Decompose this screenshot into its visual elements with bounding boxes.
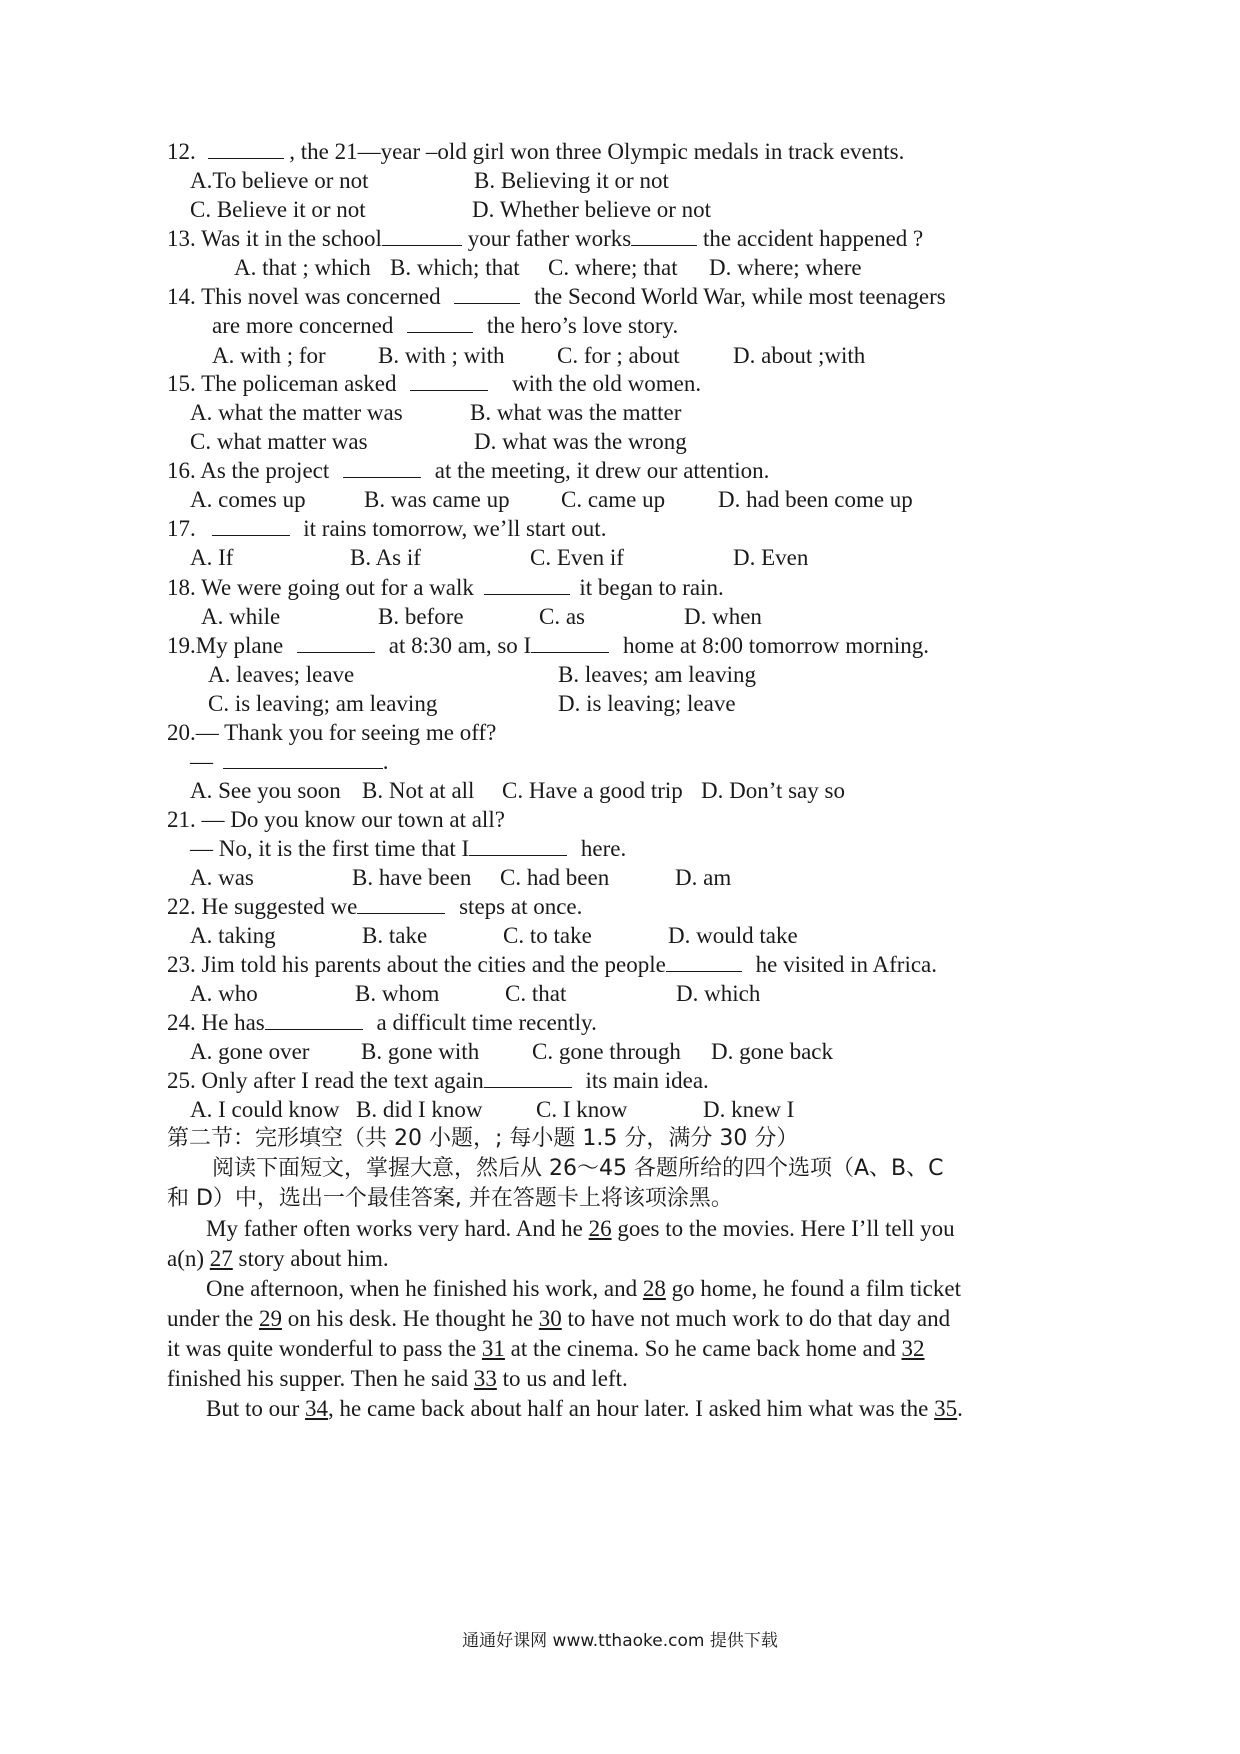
option-a: A. while <box>201 604 281 629</box>
question-number: 17. <box>167 516 196 541</box>
question-number: 24. <box>167 1010 196 1035</box>
option-d: D. Don’t say so <box>701 778 845 803</box>
question-number: 18. <box>167 575 196 600</box>
cloze-blank-27: 27 <box>209 1246 233 1271</box>
question-number: 20. <box>167 720 196 745</box>
question-stem: he visited in Africa. <box>755 952 938 977</box>
option-d: D. what was the wrong <box>474 429 687 454</box>
question-19 <box>167 632 929 660</box>
answer-blank <box>223 750 383 769</box>
option-c: C. as <box>539 604 585 629</box>
question-number: 15. <box>167 371 196 396</box>
question-stem: with the old women. <box>512 371 702 396</box>
question-stem: My plane <box>195 633 284 658</box>
option-a: A. comes up <box>190 487 306 512</box>
question-16 <box>167 457 769 485</box>
question-stem: it rains tomorrow, we’ll start out. <box>303 516 607 541</box>
question-stem: the hero’s love story. <box>486 313 679 338</box>
question-number: 13. <box>167 226 196 251</box>
passage-text: a(n) <box>167 1246 210 1271</box>
answer-blank <box>407 314 473 333</box>
cloze-blank-33: 33 <box>473 1366 497 1391</box>
question-number: 23. <box>167 952 196 977</box>
question-15 <box>167 370 701 398</box>
passage-text: goes to the movies. Here I’ll tell you <box>611 1216 955 1241</box>
option-d: D. about ;with <box>733 343 866 368</box>
passage-text: to us and left. <box>496 1366 628 1391</box>
option-a: A. who <box>190 981 258 1006</box>
passage-line <box>167 1245 389 1273</box>
option-b: B. what was the matter <box>470 400 682 425</box>
question-21-reply <box>190 835 626 863</box>
option-b: B. As if <box>350 545 421 570</box>
option-a: A. was <box>190 865 254 890</box>
passage-text: it was quite wonderful to pass the <box>167 1336 482 1361</box>
question-stem: a difficult time recently. <box>376 1010 597 1035</box>
question-stem: home at 8:00 tomorrow morning. <box>622 633 929 658</box>
option-d: D. would take <box>668 923 798 948</box>
option-c: C. I know <box>536 1097 628 1122</box>
option-d: D. am <box>675 865 732 890</box>
passage-text: , he came back about half an hour later. I asked him what was the <box>328 1396 935 1421</box>
passage-text: My father often works very hard. And he <box>206 1216 589 1241</box>
question-23 <box>167 951 937 979</box>
question-stem: the Second World War, while most teenagers <box>534 284 946 309</box>
answer-blank <box>212 517 290 536</box>
question-22 <box>167 893 582 921</box>
option-c: C. where; that <box>548 255 678 280</box>
answer-blank <box>484 576 570 595</box>
option-b: B. leaves; am leaving <box>558 662 756 687</box>
option-d: D. Even <box>733 545 809 570</box>
passage-text: at the cinema. So he came back home and <box>504 1336 902 1361</box>
option-c: C. for ; about <box>557 343 680 368</box>
cloze-blank-30: 30 <box>538 1306 562 1331</box>
option-d: D. gone back <box>711 1039 833 1064</box>
answer-blank <box>343 459 421 478</box>
question-stem: — Thank you for seeing me off? <box>195 720 497 745</box>
option-c: C. Have a good trip <box>502 778 683 803</box>
question-stem: steps at once. <box>459 894 583 919</box>
option-d: D. Whether believe or not <box>472 197 712 222</box>
answer-blank <box>666 953 742 972</box>
passage-line <box>206 1275 961 1303</box>
section-instructions: 阅读下面短文，掌握大意，然后从 26～45 各题所给的四个选项（A、B、C <box>212 1156 944 1181</box>
option-b: B. which; that <box>390 255 520 280</box>
cloze-blank-28: 28 <box>642 1276 666 1301</box>
option-b: B. before <box>378 604 464 629</box>
question-stem: As the project <box>200 458 330 483</box>
question-14 <box>167 283 946 311</box>
option-a: A.To believe or not <box>190 168 369 193</box>
question-stem: We were going out for a walk <box>201 575 474 600</box>
passage-text: under the <box>167 1306 259 1331</box>
option-b: B. take <box>362 923 428 948</box>
question-stem: the accident happened ? <box>702 226 924 251</box>
option-a: A. I could know <box>190 1097 340 1122</box>
answer-blank <box>382 227 462 246</box>
question-stem: — No, it is the first time that I <box>190 836 470 861</box>
cloze-blank-26: 26 <box>588 1216 612 1241</box>
question-12 <box>167 138 904 166</box>
passage-text: to have not much work to do that day and <box>561 1306 951 1331</box>
question-stem: He has <box>201 1010 265 1035</box>
passage-line <box>206 1215 955 1243</box>
cloze-blank-35: 35 <box>934 1396 958 1421</box>
question-stem: The policeman asked <box>201 371 397 396</box>
option-d: D. had been come up <box>718 487 913 512</box>
option-c: C. gone through <box>532 1039 681 1064</box>
cloze-blank-29: 29 <box>258 1306 282 1331</box>
option-c: C. had been <box>500 865 610 890</box>
answer-blank <box>484 1069 572 1088</box>
passage-line <box>167 1365 628 1393</box>
option-a: A. taking <box>190 923 276 948</box>
question-stem: This novel was concerned <box>201 284 441 309</box>
option-a: A. leaves; leave <box>208 662 355 687</box>
option-b: B. was came up <box>364 487 510 512</box>
option-c: C. Even if <box>530 545 624 570</box>
question-21 <box>167 806 505 834</box>
question-number: 25. <box>167 1068 196 1093</box>
question-stem: at the meeting, it drew our attention. <box>434 458 770 483</box>
passage-text: go home, he found a film ticket <box>665 1276 961 1301</box>
question-number: 19. <box>167 633 196 658</box>
page-footer: 通通好课网 www.tthaoke.com 提供下载 <box>462 1631 778 1651</box>
option-a: A. with ; for <box>212 343 326 368</box>
question-stem: your father works <box>467 226 632 251</box>
option-b: B. Not at all <box>362 778 475 803</box>
question-18 <box>167 574 724 602</box>
question-stem: — <box>190 749 213 774</box>
question-number: 14. <box>167 284 196 309</box>
question-number: 16. <box>167 458 196 483</box>
option-c: C. what matter was <box>190 429 368 454</box>
passage-line <box>167 1335 925 1363</box>
cloze-blank-31: 31 <box>481 1336 505 1361</box>
question-stem: Jim told his parents about the cities and the people <box>201 952 666 977</box>
option-d: D. is leaving; leave <box>558 691 736 716</box>
passage-text: One afternoon, when he finished his work, and <box>206 1276 643 1301</box>
option-a: A. If <box>190 545 234 570</box>
option-b: B. gone with <box>361 1039 480 1064</box>
question-stem: Was it in the school <box>201 226 382 251</box>
question-number: 12. <box>167 139 196 164</box>
question-stem: are more concerned <box>212 313 394 338</box>
option-c: C. Believe it or not <box>190 197 366 222</box>
question-stem: He suggested we <box>201 894 358 919</box>
answer-blank <box>208 140 284 159</box>
answer-blank <box>631 227 697 246</box>
section-instructions-cont: 和 D）中，选出一个最佳答案, 并在答题卡上将该项涂黑。 <box>167 1186 733 1211</box>
answer-blank <box>454 285 520 304</box>
question-stem: at 8:30 am, so I <box>388 633 532 658</box>
question-20-reply: — . <box>190 749 389 774</box>
option-a: A. See you soon <box>190 778 341 803</box>
option-b: B. with ; with <box>378 343 505 368</box>
cloze-blank-32: 32 <box>901 1336 925 1361</box>
question-20 <box>167 719 496 747</box>
question-stem: , the 21—year –old girl won three Olympic medals in track events. <box>289 139 905 164</box>
option-a: A. that ; which <box>234 255 371 280</box>
passage-line <box>206 1395 963 1423</box>
passage-text: story about him. <box>232 1246 389 1271</box>
option-c: C. to take <box>503 923 592 948</box>
question-stem: it began to rain. <box>579 575 724 600</box>
cloze-blank-34: 34 <box>305 1396 329 1421</box>
option-b: B. did I know <box>356 1097 483 1122</box>
question-stem: Only after I read the text again <box>201 1068 484 1093</box>
option-d: D. knew I <box>703 1097 795 1122</box>
section-heading: 第二节：完形填空（共 20 小题，; 每小题 1.5 分，满分 30 分） <box>167 1126 799 1151</box>
option-b: B. Believing it or not <box>474 168 669 193</box>
question-stem: its main idea. <box>585 1068 709 1093</box>
option-d: D. where; where <box>709 255 862 280</box>
option-a: A. gone over <box>190 1039 310 1064</box>
answer-blank <box>357 895 445 914</box>
answer-blank <box>297 634 375 653</box>
passage-text: . <box>957 1396 963 1421</box>
option-d: D. which <box>676 981 761 1006</box>
question-24 <box>167 1009 597 1037</box>
option-c: C. came up <box>561 487 666 512</box>
question-25 <box>167 1067 709 1095</box>
passage-text: But to our <box>206 1396 306 1421</box>
option-a: A. what the matter was <box>190 400 403 425</box>
answer-blank <box>265 1011 363 1030</box>
answer-blank <box>410 372 488 391</box>
option-c: C. is leaving; am leaving <box>208 691 438 716</box>
question-stem: — Do you know our town at all? <box>195 807 505 832</box>
question-13 <box>167 225 923 253</box>
question-stem: here. <box>580 836 627 861</box>
question-number: 22. <box>167 894 196 919</box>
question-number: 21. <box>167 807 196 832</box>
option-b: B. have been <box>352 865 472 890</box>
question-14-cont <box>212 312 678 340</box>
question-17 <box>167 515 606 543</box>
option-c: C. that <box>505 981 567 1006</box>
option-d: D. when <box>684 604 762 629</box>
passage-text: finished his supper. Then he said <box>167 1366 474 1391</box>
passage-text: on his desk. He thought he <box>281 1306 539 1331</box>
passage-line <box>167 1305 950 1333</box>
answer-blank <box>531 634 609 653</box>
option-b: B. whom <box>355 981 440 1006</box>
answer-blank <box>469 837 567 856</box>
